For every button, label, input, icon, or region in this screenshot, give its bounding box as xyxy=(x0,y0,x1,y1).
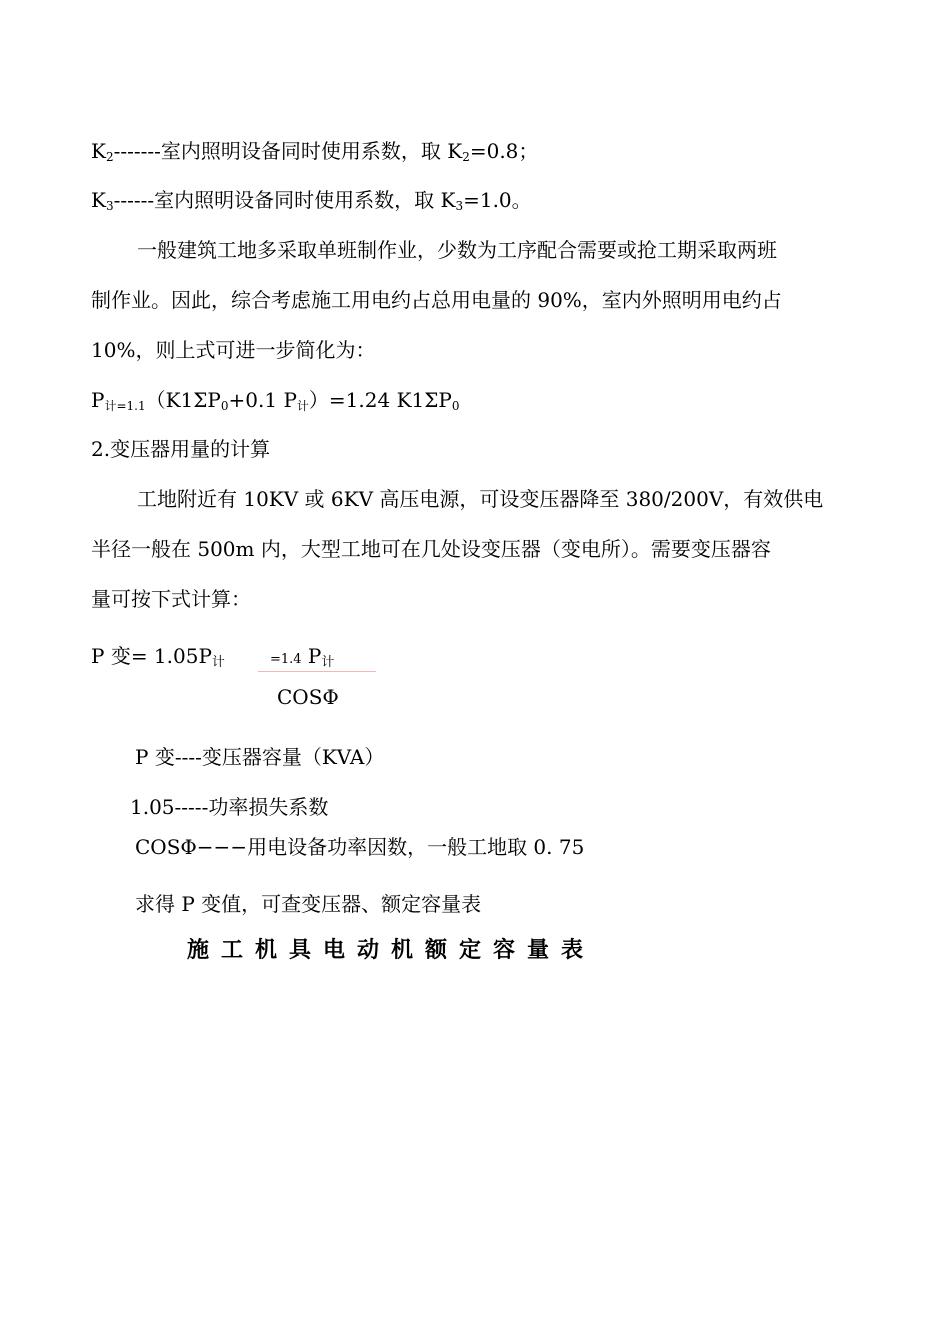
formula2-num-sub: 计 xyxy=(321,655,335,670)
section-heading-2: 2.变压器用量的计算 xyxy=(91,437,271,461)
formula2-num-p: P xyxy=(301,644,322,668)
k3-symbol: K xyxy=(91,188,106,212)
para1-line3: 10%，则上式可进一步简化为： xyxy=(91,338,376,362)
k2-subscript-2: 2 xyxy=(462,150,470,164)
formula1-mid2: +0.1 P xyxy=(228,388,297,412)
k3-subscript-2: 3 xyxy=(455,199,464,213)
formula-2-denominator: COSΦ xyxy=(277,685,339,709)
def-lookup-note: 求得 P 变值，可查变压器、额定容量表 xyxy=(135,892,482,916)
formula2-lhs-sub: 计 xyxy=(211,655,225,670)
para1-line2: 制作业。因此，综合考虑施工用电约占总用电量的 90%，室内外照明用电约占 xyxy=(91,288,782,312)
k3-text: ------室内照明设备同时使用系数，取 K xyxy=(113,188,456,212)
formula-2-lhs xyxy=(91,642,225,670)
k2-text: -------室内照明设备同时使用系数，取 K xyxy=(113,139,463,163)
formula1-p: P xyxy=(91,388,105,412)
def-cos-phi: COSΦ−−−用电设备功率因数，一般工地取 0. 75 xyxy=(135,835,585,859)
table-title: 施工机具电动机额定容量表 xyxy=(187,938,596,963)
para1-line1: 一般建筑工地多采取单班制作业，少数为工序配合需要或抢工期采取两班 xyxy=(137,238,777,262)
k3-subscript: 3 xyxy=(105,199,114,213)
fraction-bar xyxy=(258,671,376,672)
k3-value: =1.0。 xyxy=(463,188,532,212)
formula1-sub1: 计=1.1 xyxy=(104,399,146,413)
formula1-mid: （K1ΣP xyxy=(145,388,221,412)
para2-line1: 工地附近有 10KV 或 6KV 高压电源，可设变压器降至 380/200V，有效供电 xyxy=(137,487,824,511)
formula1-sub4: 0 xyxy=(451,399,460,413)
para2-line2: 半径一般在 500m 内，大型工地可在几处设变压器（变电所）。需要变压器容 xyxy=(91,537,771,561)
k2-symbol: K xyxy=(91,139,106,163)
para2-line3: 量可按下式计算： xyxy=(91,587,251,611)
def-p-transformer: P 变----变压器容量（KVA） xyxy=(135,745,385,769)
formula2-lhs-text: P 变= 1.05P xyxy=(91,644,212,668)
k2-definition xyxy=(91,137,538,165)
formula1-sub2: 0 xyxy=(220,399,229,413)
def-loss-factor: 1.05-----功率损失系数 xyxy=(130,795,329,819)
k3-definition xyxy=(91,186,532,214)
formula-2-numerator xyxy=(270,644,334,668)
k2-subscript: 2 xyxy=(105,150,114,164)
k2-value: =0.8； xyxy=(469,139,539,163)
formula1-sub3: 计 xyxy=(296,399,309,413)
formula1-end: ）=1.24 K1ΣP xyxy=(308,388,452,412)
formula-1 xyxy=(91,386,459,414)
formula2-num-pre: =1.4 xyxy=(270,652,302,667)
